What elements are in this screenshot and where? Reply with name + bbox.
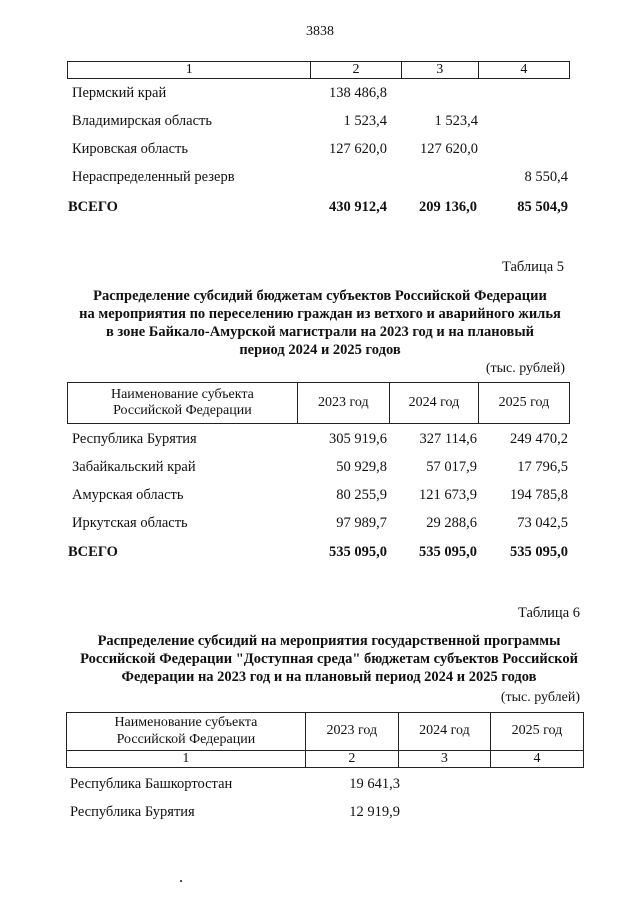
table-row bbox=[72, 484, 570, 506]
title-line: на мероприятия по переселению граждан из ветхого и аварийного жилья bbox=[79, 306, 561, 322]
value-2023: 50 929,8 bbox=[336, 459, 387, 475]
region-name: Республика Башкортостан bbox=[70, 776, 233, 792]
value-2024: 57 017,9 bbox=[426, 459, 477, 475]
header-2025: 2025 год bbox=[490, 713, 583, 751]
table-6-units: (тыс. рублей) bbox=[500, 690, 580, 705]
col-number: 2 bbox=[305, 751, 398, 768]
scan-speck bbox=[180, 880, 182, 882]
region-name: Владимирская область bbox=[72, 113, 212, 129]
table-row bbox=[70, 773, 584, 795]
col-number: 1 bbox=[68, 62, 311, 79]
header-region-name: Наименование субъекта Российской Федерации bbox=[68, 383, 298, 424]
header-2023: 2023 год bbox=[305, 713, 398, 751]
value-2025: 8 550,4 bbox=[524, 169, 568, 185]
header-2024: 2024 год bbox=[389, 383, 478, 424]
total-row bbox=[68, 196, 570, 218]
table-6-title bbox=[40, 632, 618, 686]
total-2025: 535 095,0 bbox=[510, 544, 568, 560]
header-2023: 2023 год bbox=[297, 383, 389, 424]
region-name: Иркутская область bbox=[72, 515, 188, 531]
total-2023: 430 912,4 bbox=[329, 199, 387, 215]
table-5-title bbox=[40, 287, 600, 359]
table-row bbox=[72, 512, 570, 534]
col-number: 2 bbox=[311, 62, 401, 79]
table-row bbox=[72, 110, 570, 132]
value-2024: 127 620,0 bbox=[420, 141, 478, 157]
value-2025: 249 470,2 bbox=[510, 431, 568, 447]
value-2023: 80 255,9 bbox=[336, 487, 387, 503]
value-2023: 97 989,7 bbox=[336, 515, 387, 531]
region-name: Пермский край bbox=[72, 85, 167, 101]
value-2023: 138 486,8 bbox=[329, 85, 387, 101]
region-name: Республика Бурятия bbox=[72, 431, 197, 447]
value-2023: 305 919,6 bbox=[329, 431, 387, 447]
title-line: Распределение субсидий бюджетам субъектов Российской Федерации bbox=[93, 288, 547, 304]
col-number: 4 bbox=[490, 751, 583, 768]
value-2024: 327 114,6 bbox=[419, 431, 477, 447]
total-label: ВСЕГО bbox=[68, 199, 118, 215]
table-row bbox=[72, 456, 570, 478]
region-name: Нераспределенный резерв bbox=[72, 169, 235, 185]
title-line: период 2024 и 2025 годов bbox=[239, 342, 401, 358]
table-row bbox=[72, 166, 570, 188]
col-number: 4 bbox=[478, 62, 569, 79]
title-line: Федерации на 2023 год и на плановый период 2024 и 2025 годов bbox=[121, 669, 537, 685]
total-2024: 209 136,0 bbox=[419, 199, 477, 215]
value-2023: 19 641,3 bbox=[349, 776, 400, 792]
table-5-label: Таблица 5 bbox=[501, 259, 564, 275]
header-2025: 2025 год bbox=[478, 383, 569, 424]
col-number: 1 bbox=[67, 751, 306, 768]
page-number: 3838 bbox=[306, 24, 334, 39]
region-name: Кировская область bbox=[72, 141, 189, 157]
value-2025: 194 785,8 bbox=[510, 487, 568, 503]
title-line: в зоне Байкало-Амурской магистрали на 2023 год и на плановый bbox=[105, 324, 535, 340]
total-row bbox=[68, 541, 570, 563]
col-number: 3 bbox=[398, 751, 490, 768]
table-row bbox=[72, 138, 570, 160]
title-line: Распределение субсидий на мероприятия государственной программы bbox=[97, 633, 561, 649]
col-number: 3 bbox=[401, 62, 478, 79]
value-2023: 127 620,0 bbox=[329, 141, 387, 157]
value-2024: 121 673,9 bbox=[419, 487, 477, 503]
region-name: Забайкальский край bbox=[72, 459, 196, 475]
value-2024: 29 288,6 bbox=[426, 515, 477, 531]
total-label: ВСЕГО bbox=[68, 544, 118, 560]
value-2024: 1 523,4 bbox=[434, 113, 478, 129]
total-2025: 85 504,9 bbox=[517, 199, 568, 215]
table-6-label: Таблица 6 bbox=[517, 605, 580, 621]
table-6-header bbox=[66, 712, 584, 768]
region-name: Республика Бурятия bbox=[70, 804, 195, 820]
top-table-column-numbers bbox=[67, 61, 570, 79]
table-row bbox=[70, 801, 584, 823]
header-2024: 2024 год bbox=[398, 713, 490, 751]
value-2025: 17 796,5 bbox=[517, 459, 568, 475]
table-5-header bbox=[67, 382, 570, 424]
region-name: Амурская область bbox=[72, 487, 184, 503]
value-2023: 12 919,9 bbox=[349, 804, 400, 820]
header-region-name: Наименование субъекта Российской Федерации bbox=[67, 713, 306, 751]
title-line: Российской Федерации "Доступная среда" бюджетам субъектов Российской bbox=[80, 651, 578, 667]
total-2023: 535 095,0 bbox=[329, 544, 387, 560]
value-2023: 1 523,4 bbox=[343, 113, 387, 129]
value-2025: 73 042,5 bbox=[517, 515, 568, 531]
table-row bbox=[72, 428, 570, 450]
table-row bbox=[72, 82, 570, 104]
table-5-units: (тыс. рублей) bbox=[485, 361, 565, 376]
total-2024: 535 095,0 bbox=[419, 544, 477, 560]
